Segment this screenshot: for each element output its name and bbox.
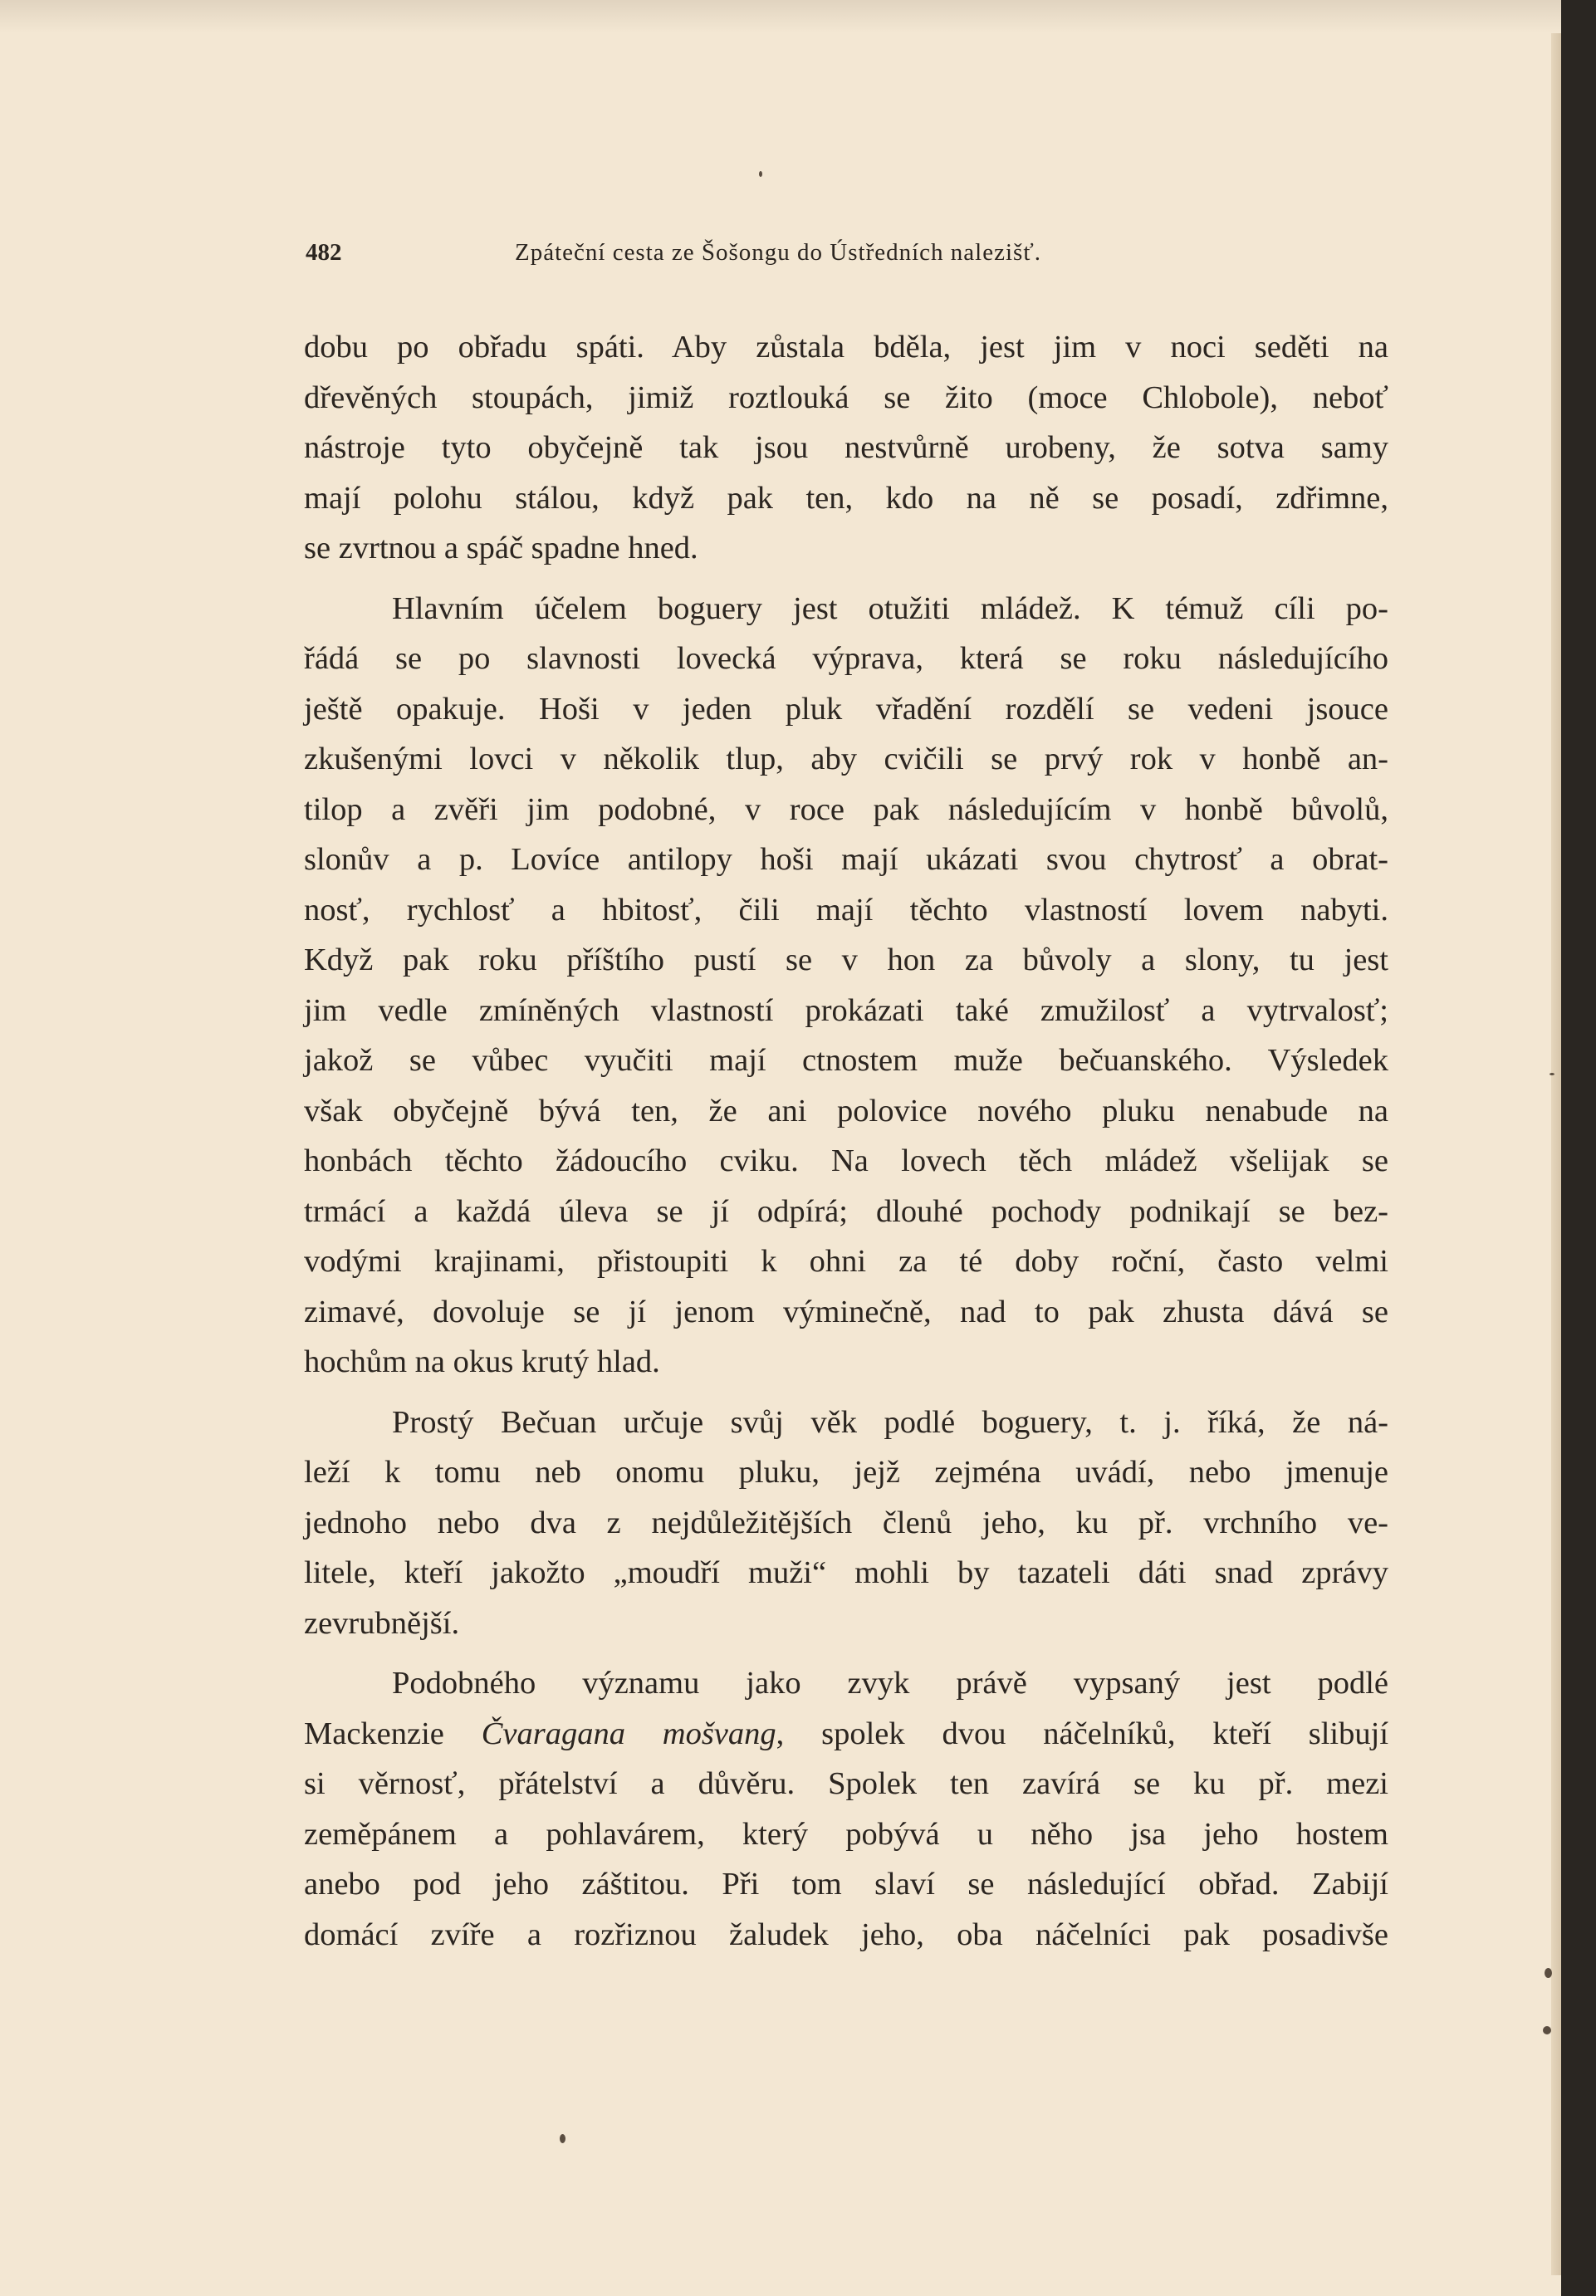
speck [1543, 2026, 1551, 2034]
text-line: litele, kteří jakožto „moudří muži“ mohli by tazateli dáti snad zprávy [304, 1555, 1388, 1590]
text-line: jednoho nebo dva z nejdůležitějších členů jeho, ku př. vrchního ve- [304, 1505, 1388, 1540]
body-text [304, 322, 1388, 1970]
text-segment: Mackenzie [304, 1716, 482, 1751]
text-line: anebo pod jeho záštitou. Při tom slaví se následující obřad. Zabijí [304, 1867, 1388, 1902]
text-segment: , spolek dvou náčelníků, kteří slibují [776, 1716, 1389, 1751]
text-line: Prostý Bečuan určuje svůj věk podlé boguery, t. j. říká, že ná- [392, 1404, 1388, 1440]
paragraph-4 [304, 1658, 1388, 1960]
paragraph-2 [304, 584, 1388, 1388]
speck [1549, 1073, 1554, 1075]
text-line: nástroje tyto obyčejně tak jsou nestvůrně urobeny, že sotva samy [304, 430, 1388, 465]
text-line: zeměpánem a pohlavárem, který pobývá u něho jsa jeho hostem [304, 1816, 1388, 1852]
running-title: Zpáteční cesta ze Šošongu do Ústředních nalezišť. [515, 239, 1041, 266]
text-line: mají polohu stálou, když pak ten, kdo na ně se posadí, zdřimne, [304, 480, 1388, 516]
text-line: domácí zvíře a rozřiznou žaludek jeho, oba náčelníci pak posadivše [304, 1917, 1388, 1952]
text-line: dřevěných stoupách, jimiž roztlouká se žito (moce Chlobole), neboť [304, 379, 1388, 415]
text-line: se zvrtnou a spáč spadne hned. [304, 531, 698, 565]
text-line: dobu po obřadu spáti. Aby zůstala bděla, jest jim v noci seděti na [304, 330, 1388, 365]
paragraph-3 [304, 1398, 1388, 1649]
text-line: si věrnosť, přátelství a důvěru. Spolek ten zavírá se ku př. mezi [304, 1766, 1388, 1801]
text-line: hochům na okus krutý hlad. [304, 1344, 660, 1379]
text-line: zkušenými lovci v několik tlup, aby cvičili se prvý rok v honbě an- [304, 742, 1388, 776]
text-line: řádá se po slavnosti lovecká výprava, která se roku následujícího [304, 641, 1388, 676]
page-top-shadow [0, 0, 1561, 33]
page-header [306, 239, 1186, 277]
text-line: honbách těchto žádoucího cviku. Na lovech těch mládež všelijak se [304, 1143, 1388, 1178]
text-line: trmácí a každá úleva se jí odpírá; dlouhé pochody podnikají se bez- [304, 1193, 1388, 1229]
text-line: ještě opakuje. Hoši v jeden pluk vřadění rozdělí se vedeni jsouce [304, 691, 1388, 727]
text-line: Podobného významu jako zvyk právě vypsaný jest podlé [392, 1666, 1388, 1701]
text-line: Když pak roku příštího pustí se v hon za bůvoly a slony, tu jest [304, 942, 1388, 977]
page-number: 482 [306, 239, 342, 266]
italic-term: Čvaragana mošvang [481, 1716, 776, 1751]
text-line: však obyčejně bývá ten, že ani polovice nového pluku nenabude na [304, 1093, 1388, 1128]
speck [560, 2134, 565, 2143]
text-line: jakož se vůbec vyučiti mají ctnostem muže bečuanského. Výsledek [304, 1043, 1388, 1078]
text-line: jim vedle zmíněných vlastností prokázati také zmužilosť a vytrvalosť; [304, 992, 1388, 1028]
speck [759, 171, 762, 177]
text-line: zevrubnější. [304, 1605, 460, 1641]
text-line: tilop a zvěři jim podobné, v roce pak následujícím v honbě bůvolů, [304, 791, 1388, 827]
speck [1545, 1968, 1552, 1978]
text-line: zimavé, dovoluje se jí jenom výminečně, nad to pak zhusta dává se [304, 1294, 1388, 1329]
text-line: slonův a p. Lovíce antilopy hoši mají ukázati svou chytrosť a obrat- [304, 842, 1388, 877]
text-line: nosť, rychlosť a hbitosť, čili mají těchto vlastností lovem nabyti. [304, 892, 1388, 928]
text-line: leží k tomu neb onomu pluku, jejž zejména uvádí, nebo jmenuje [304, 1455, 1388, 1490]
text-line: Hlavním účelem boguery jest otužiti mládež. K témuž cíli po- [392, 590, 1388, 626]
text-line: vodými krajinami, přistoupiti k ohni za té doby roční, často velmi [304, 1244, 1388, 1279]
page-edge [1551, 33, 1561, 2275]
paragraph-1 [304, 322, 1388, 574]
text-line-with-italic [304, 1709, 1388, 1760]
